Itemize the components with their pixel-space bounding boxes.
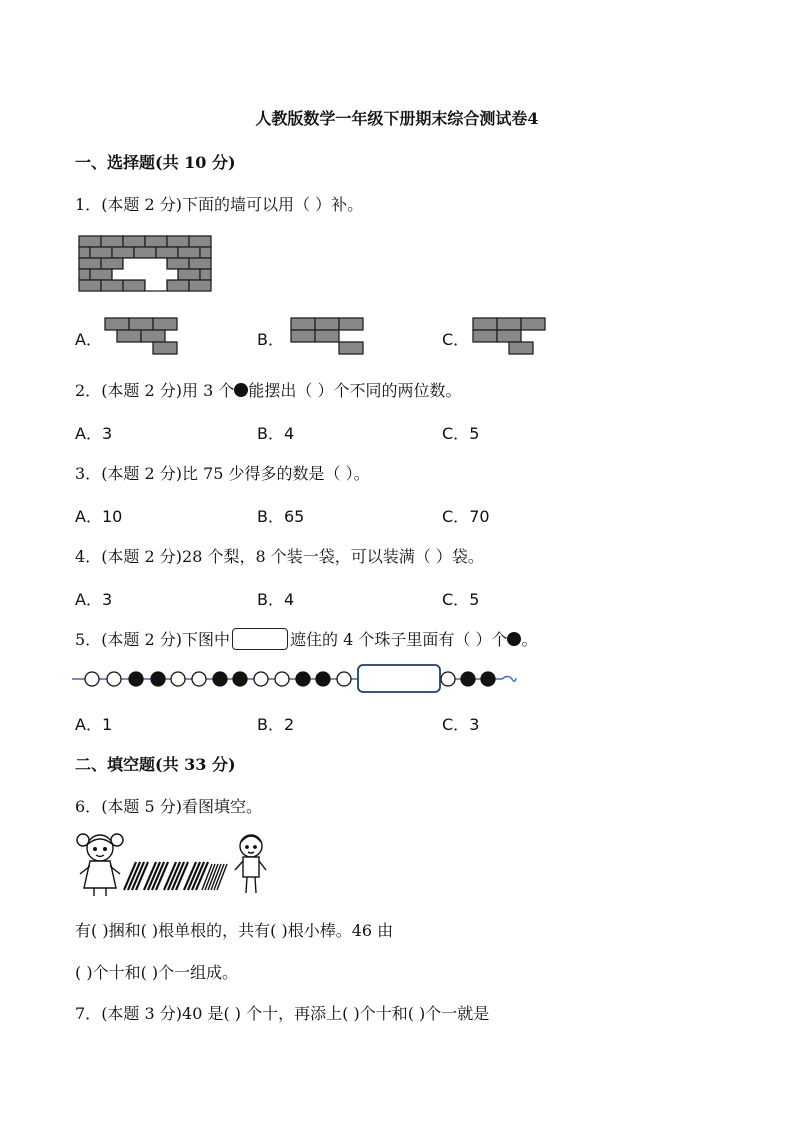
option-c-bricks [472,317,546,355]
question-7 [75,1001,489,1024]
bead [233,672,247,686]
question-number: 4． [75,547,102,566]
question-number: 3． [75,464,102,483]
bead [337,672,351,686]
question-text: (本题 2 分)用 3 个 [101,381,235,400]
question-6-line-2: ( )个十和( )个一组成。 [75,963,239,982]
bead [85,672,99,686]
bead-string-figure [72,664,516,694]
question-number: 6． [75,797,102,816]
page-title: 人教版数学一年级下册期末综合测试卷4 [255,109,539,128]
option-c[interactable]: C．70 [442,507,490,526]
black-bead-icon [234,383,248,397]
option-b[interactable]: B．2 [257,715,295,734]
question-number: 2． [75,381,102,400]
question-text: (本题 2 分)比 75 少得多的数是（ ）。 [101,464,370,483]
bead [213,672,227,686]
bead [296,672,310,686]
question-text: (本题 5 分)看图填空。 [101,797,263,816]
bead [481,672,495,686]
question-6 [75,794,262,817]
option-a[interactable]: A．3 [75,424,113,443]
option-a[interactable]: A．3 [75,590,113,609]
bead [316,672,330,686]
option-b[interactable]: B．65 [257,507,305,526]
question-text: (本题 3 分)40 是( ) 个十，再添上( )个十和( )个一就是 [101,1004,490,1023]
bead [107,672,121,686]
option-b[interactable]: B．4 [257,424,295,443]
option-b[interactable]: B．4 [257,590,295,609]
question-text: (本题 2 分)下面的墙可以用（ ）补。 [101,195,364,214]
question-1 [75,192,363,215]
option-c[interactable]: C．5 [442,424,480,443]
option-a[interactable]: A．10 [75,507,123,526]
bead [171,672,185,686]
section-heading-choice: 一、选择题(共 10 分) [75,153,236,172]
option-a-bricks [104,317,178,355]
children-sticks-illustration [74,830,284,898]
question-number: 5． [75,630,102,649]
question-text: 遮住的 4 个珠子里面有（ ）个 [290,630,508,649]
option-c[interactable]: C．5 [442,590,480,609]
bead [129,672,143,686]
option-a[interactable]: A．1 [75,715,113,734]
bead [461,672,475,686]
bead [275,672,289,686]
question-text: (本题 2 分)下图中 [101,630,231,649]
cover-box [358,665,440,692]
cover-box-icon [232,628,288,650]
brick-wall-figure [78,235,214,295]
option-c[interactable]: C． [442,330,470,349]
option-b-bricks [290,317,364,355]
question-4 [75,544,484,567]
question-3 [75,461,370,484]
black-bead-icon [507,632,521,646]
question-2 [75,378,461,401]
bead [151,672,165,686]
section-heading-fill: 二、填空题(共 33 分) [75,755,236,774]
option-c[interactable]: C．3 [442,715,480,734]
bead [441,672,455,686]
option-a[interactable]: A． [75,330,102,349]
bead [192,672,206,686]
bead [254,672,268,686]
question-number: 7． [75,1004,102,1023]
question-text: 能摆出（ ）个不同的两位数。 [248,381,462,400]
question-number: 1． [75,195,102,214]
question-5: 5．(本题 2 分)下图中 遮住的 4 个珠子里面有（ ）个 。 [75,630,538,649]
option-b[interactable]: B． [257,330,284,349]
question-6-line-1: 有( )捆和( )根单根的，共有( )根小棒。46 由 [75,921,394,940]
question-text: (本题 2 分)28 个梨，8 个装一袋，可以装满（ ）袋。 [101,547,484,566]
